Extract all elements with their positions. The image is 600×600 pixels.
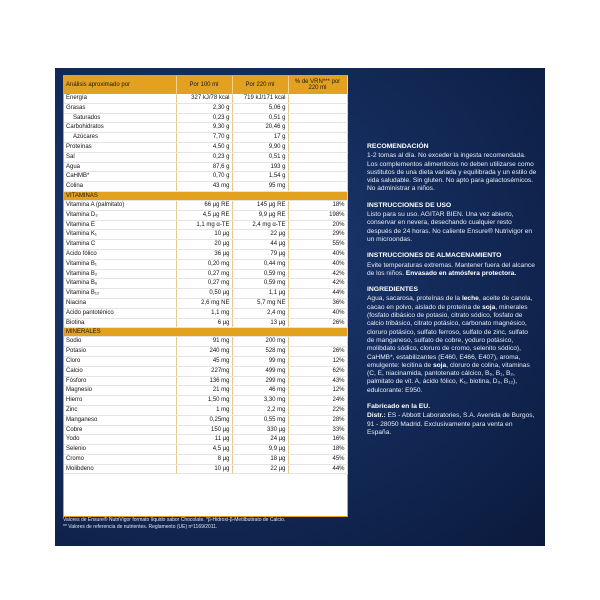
nutrient-name: Cobre <box>64 425 176 435</box>
vrn-percent: 12% <box>288 356 347 366</box>
nutrient-name: Vitamina B₆ <box>64 279 176 289</box>
nutrient-name: Saturados <box>64 113 176 123</box>
vrn-percent: 12% <box>288 386 347 396</box>
value-per-220ml: 9,90 g <box>232 142 288 152</box>
table-row <box>64 396 347 406</box>
table-row <box>64 230 347 240</box>
nutrition-table-grid <box>64 76 348 474</box>
table-row <box>64 210 347 220</box>
value-per-220ml: 46 mg <box>232 386 288 396</box>
nutrient-name: Hierro <box>64 396 176 406</box>
vrn-percent: 22% <box>288 405 347 415</box>
vrn-percent: 26% <box>288 318 347 328</box>
footnotes <box>63 517 363 531</box>
table-row <box>64 200 347 210</box>
nutrient-name: Sal <box>64 152 176 162</box>
vrn-percent <box>288 123 347 133</box>
vrn-percent: 62% <box>288 366 347 376</box>
value-per-220ml: 9,9 µg RE <box>232 210 288 220</box>
ing-part-4: , cloruro de colina, vitaminas (C, E, niacinamida, pantotenato cálcico, B₆, B₁, B₂, palmitato de vit. A, ácido fólico, K₁, biotina, D₃, B₁₂), edulcorante: E950. <box>367 361 530 394</box>
footnote-1: Valores de Ensure® NutriVigor formato líquido sabor Chocolate. *β-Hidroxi-β-Metilbutirato de Calcio. <box>63 517 286 523</box>
nutrient-name: Calcio <box>64 366 176 376</box>
vrn-percent: 28% <box>288 415 347 425</box>
vrn-percent: 45% <box>288 454 347 464</box>
table-row <box>64 298 347 308</box>
nutrient-name: Proteínas <box>64 142 176 152</box>
value-per-220ml: 330 µg <box>232 425 288 435</box>
value-per-100ml: 45 mg <box>176 356 232 366</box>
value-per-100ml: 327 kJ/78 kcal <box>176 94 232 103</box>
table-row <box>64 220 347 230</box>
almacenamiento-title: INSTRUCCIONES DE ALMACENAMIENTO <box>367 252 502 260</box>
table-row <box>64 415 347 425</box>
value-per-100ml: 227mg <box>176 366 232 376</box>
nutrient-name: Cromo <box>64 454 176 464</box>
distribuidor-text <box>367 412 537 437</box>
vrn-percent <box>288 94 347 103</box>
value-per-220ml: 99 mg <box>232 356 288 366</box>
nutrient-name: Vitamina C <box>64 240 176 250</box>
section-label: VITAMINAS <box>64 191 347 200</box>
nutrient-name: Colina <box>64 182 176 192</box>
value-per-100ml: 0,25mg <box>176 415 232 425</box>
value-per-220ml: 200 mg <box>232 337 288 347</box>
table-row <box>64 269 347 279</box>
almacenamiento-text <box>367 262 537 279</box>
value-per-220ml: 17 g <box>232 133 288 143</box>
vrn-percent: 24% <box>288 396 347 406</box>
nutrient-name: Vitamina E <box>64 220 176 230</box>
ing-part-2: , aceite de canola, cacao en polvo, aislado de proteína de <box>367 295 533 311</box>
value-per-100ml: 8 µg <box>176 454 232 464</box>
value-per-220ml: 719 kJ/171 kcal <box>232 94 288 103</box>
table-row <box>64 240 347 250</box>
value-per-220ml: 193 g <box>232 162 288 172</box>
nutrient-name: Agua <box>64 162 176 172</box>
value-per-220ml: 299 mg <box>232 376 288 386</box>
header-per-100ml: Por 100 ml <box>176 76 232 94</box>
product-info <box>367 143 537 437</box>
table-row <box>64 133 347 143</box>
vrn-percent: 40% <box>288 259 347 269</box>
table-row <box>64 103 347 113</box>
value-per-100ml: 136 mg <box>176 376 232 386</box>
ingredientes-text <box>367 295 537 395</box>
value-per-220ml: 2,4 mg α-TE <box>232 220 288 230</box>
vrn-percent <box>288 337 347 347</box>
table-row <box>64 464 347 474</box>
table-section-row <box>64 328 347 337</box>
value-per-100ml: 43 mg <box>176 182 232 192</box>
nutrient-name: Vitamina B₂ <box>64 269 176 279</box>
table-row <box>64 279 347 289</box>
value-per-220ml: 9,9 µg <box>232 445 288 455</box>
value-per-100ml: 1 mg <box>176 405 232 415</box>
value-per-220ml: 2,2 mg <box>232 405 288 415</box>
vrn-percent <box>288 142 347 152</box>
vrn-percent: 198% <box>288 210 347 220</box>
nutrient-name: Azúcares <box>64 133 176 143</box>
vrn-percent: 18% <box>288 200 347 210</box>
value-per-100ml: 0,50 µg <box>176 289 232 299</box>
value-per-220ml: 528 mg <box>232 347 288 357</box>
table-row <box>64 366 347 376</box>
nutrient-name: Grasas <box>64 103 176 113</box>
value-per-100ml: 11 µg <box>176 435 232 445</box>
value-per-100ml: 10 µg <box>176 230 232 240</box>
vrn-percent <box>288 103 347 113</box>
value-per-100ml: 0,23 g <box>176 113 232 123</box>
value-per-220ml: 0,59 mg <box>232 279 288 289</box>
nutrient-name: Carbohidratos <box>64 123 176 133</box>
value-per-220ml: 1,1 µg <box>232 289 288 299</box>
nutrient-name: Vitamina B₁ <box>64 259 176 269</box>
recomendacion-text: 1-2 tomas al día. No exceder la ingesta recomendada. Los complementos alimenticios no deben utilizarse como sustitutos de una dieta variada y equilibrada y un estilo de vida saludable. Sin gluten. No apto para galactosémicos. No administrar a niños. <box>367 152 537 193</box>
value-per-100ml: 6 µg <box>176 318 232 328</box>
value-per-220ml: 22 µg <box>232 464 288 474</box>
value-per-100ml: 10 µg <box>176 464 232 474</box>
ing-part-3: , minerales (fosfato dibásico de potasio, citrato sódico, fosfato de calcio tribásico, citrato potásico, carbonato magnésico, cloruro potásico, sulfato ferroso, sulfato de zinc, sulfato de manganeso, sulfato de cobre, yoduro potásico, molibdato sódico, cloruro de cromo, selenito sódico), CaHMB*, estabilizantes (E460, E466, E407), aroma, emulgente: lecitina de <box>367 303 528 369</box>
table-row <box>64 308 347 318</box>
value-per-220ml: 5,7 mg NE <box>232 298 288 308</box>
value-per-100ml: 0,23 g <box>176 152 232 162</box>
uso-text: Listo para su uso. AGITAR BIEN. Una vez abierto, conservar en nevera, desechando cualquier resto después de 24 horas. No caliente Ensure® Nutrivigor en un microondas. <box>367 211 533 243</box>
table-section-row <box>64 191 347 200</box>
table-row <box>64 113 347 123</box>
nutrient-name: Vitamina B₁₂ <box>64 289 176 299</box>
table-row <box>64 249 347 259</box>
ing-allergen-1: leche <box>461 295 479 303</box>
vrn-percent <box>288 162 347 172</box>
header-vrn: % de VRN*** por 220 ml <box>288 76 347 94</box>
vrn-percent: 40% <box>288 308 347 318</box>
vrn-percent: 42% <box>288 269 347 279</box>
table-row <box>64 318 347 328</box>
value-per-220ml: 20,46 g <box>232 123 288 133</box>
vrn-percent <box>288 113 347 123</box>
value-per-100ml: 0,27 mg <box>176 279 232 289</box>
vrn-percent: 55% <box>288 240 347 250</box>
value-per-220ml: 0,51 g <box>232 113 288 123</box>
value-per-220ml: 2,4 mg <box>232 308 288 318</box>
value-per-220ml: 0,44 mg <box>232 259 288 269</box>
table-row <box>64 259 347 269</box>
header-analysis: Análisis aproximado por <box>64 76 176 94</box>
table-row <box>64 142 347 152</box>
recomendacion-title: RECOMENDACIÓN <box>367 143 429 150</box>
nutrient-name: Ácido pantoténico <box>64 308 176 318</box>
value-per-100ml: 9,30 g <box>176 123 232 133</box>
ing-part-1: Agua, sacarosa, proteínas de la <box>367 295 462 303</box>
nutrient-name: Sodio <box>64 337 176 347</box>
vrn-percent: 26% <box>288 347 347 357</box>
vrn-percent: 18% <box>288 445 347 455</box>
nutrient-name: Vitamina A (palmitato) <box>64 200 176 210</box>
table-row <box>64 347 347 357</box>
nutrient-name: Biotina <box>64 318 176 328</box>
vrn-percent: 42% <box>288 279 347 289</box>
vrn-percent <box>288 172 347 182</box>
vrn-percent: 44% <box>288 289 347 299</box>
nutrient-name: CaHMB* <box>64 172 176 182</box>
nutrient-name: Magnesio <box>64 386 176 396</box>
fabricado-title: Fabricado en la EU. <box>367 403 431 411</box>
table-row <box>64 94 347 103</box>
ing-allergen-2: soja <box>482 303 496 311</box>
value-per-100ml: 20 µg <box>176 240 232 250</box>
table-row <box>64 152 347 162</box>
vrn-percent: 33% <box>288 425 347 435</box>
nutrient-name: Energía <box>64 94 176 103</box>
value-per-220ml: 3,30 mg <box>232 396 288 406</box>
value-per-100ml: 240 mg <box>176 347 232 357</box>
table-row <box>64 162 347 172</box>
value-per-100ml: 21 mg <box>176 386 232 396</box>
table-row <box>64 386 347 396</box>
value-per-100ml: 4,5 µg RE <box>176 210 232 220</box>
nutrition-table <box>63 75 348 517</box>
value-per-220ml: 5,06 g <box>232 103 288 113</box>
value-per-100ml: 1,1 mg <box>176 308 232 318</box>
nutrient-name: Selenio <box>64 445 176 455</box>
table-row <box>64 182 347 192</box>
value-per-220ml: 95 mg <box>232 182 288 192</box>
nutrient-name: Yodo <box>64 435 176 445</box>
vrn-percent <box>288 133 347 143</box>
nutrient-name: Fósforo <box>64 376 176 386</box>
nutrient-name: Vitamina K₁ <box>64 230 176 240</box>
nutrient-name: Ácido fólico <box>64 249 176 259</box>
ing-allergen-3: soja <box>432 361 447 369</box>
distr-label: Distr.: <box>367 412 386 420</box>
vrn-percent: 36% <box>288 298 347 308</box>
value-per-220ml: 145 µg RE <box>232 200 288 210</box>
product-panel <box>55 68 545 546</box>
value-per-220ml: 22 µg <box>232 230 288 240</box>
value-per-100ml: 2,6 mg NE <box>176 298 232 308</box>
vrn-percent: 43% <box>288 376 347 386</box>
table-row <box>64 289 347 299</box>
table-header-row <box>64 76 347 94</box>
table-row <box>64 356 347 366</box>
table-row <box>64 425 347 435</box>
value-per-100ml: 66 µg RE <box>176 200 232 210</box>
table-row <box>64 435 347 445</box>
section-label: MINERALES <box>64 328 347 337</box>
value-per-220ml: 44 µg <box>232 240 288 250</box>
value-per-100ml: 1,50 mg <box>176 396 232 406</box>
table-row <box>64 172 347 182</box>
value-per-100ml: 150 µg <box>176 425 232 435</box>
vrn-percent: 29% <box>288 230 347 240</box>
vrn-percent <box>288 182 347 192</box>
vrn-percent: 16% <box>288 435 347 445</box>
table-row <box>64 376 347 386</box>
vrn-percent <box>288 152 347 162</box>
value-per-220ml: 499 mg <box>232 366 288 376</box>
uso-title: INSTRUCCIONES DE USO <box>367 201 452 209</box>
value-per-100ml: 0,20 mg <box>176 259 232 269</box>
almacenamiento-body: Evite temperaturas extremas. Mantener fuera del alcance de los niños. <box>367 261 535 277</box>
nutrient-name: Molibdeno <box>64 464 176 474</box>
vrn-percent: 40% <box>288 249 347 259</box>
nutrient-name: Cloro <box>64 356 176 366</box>
table-row <box>64 405 347 415</box>
distr-body: ES - Abbott Laboratories, S.A. Avenida de Burgos, 91 - 28050 Madrid. Exclusivamente para venta en España. <box>367 412 535 436</box>
nutrient-name: Zinc <box>64 405 176 415</box>
value-per-100ml: 7,70 g <box>176 133 232 143</box>
value-per-100ml: 0,27 mg <box>176 269 232 279</box>
value-per-220ml: 1,54 g <box>232 172 288 182</box>
vrn-percent: 20% <box>288 220 347 230</box>
table-row <box>64 337 347 347</box>
value-per-220ml: 13 µg <box>232 318 288 328</box>
nutrient-name: Manganeso <box>64 415 176 425</box>
value-per-100ml: 4,50 g <box>176 142 232 152</box>
value-per-100ml: 2,30 g <box>176 103 232 113</box>
table-row <box>64 445 347 455</box>
value-per-100ml: 36 µg <box>176 249 232 259</box>
value-per-100ml: 91 mg <box>176 337 232 347</box>
table-row <box>64 454 347 464</box>
table-row <box>64 123 347 133</box>
value-per-100ml: 87,6 g <box>176 162 232 172</box>
nutrient-name: Niacina <box>64 298 176 308</box>
value-per-100ml: 4,5 µg <box>176 445 232 455</box>
value-per-100ml: 0,70 g <box>176 172 232 182</box>
value-per-220ml: 24 µg <box>232 435 288 445</box>
ingredientes-title: INGREDIENTES <box>367 286 418 294</box>
value-per-220ml: 0,59 mg <box>232 269 288 279</box>
value-per-100ml: 1,1 mg α-TE <box>176 220 232 230</box>
nutrient-name: Vitamina D₃ <box>64 210 176 220</box>
header-per-220ml: Por 220 ml <box>232 76 288 94</box>
value-per-220ml: 79 µg <box>232 249 288 259</box>
vrn-percent: 44% <box>288 464 347 474</box>
almacenamiento-bold: Envasado en atmósfera protectora. <box>405 269 517 277</box>
value-per-220ml: 18 µg <box>232 454 288 464</box>
value-per-220ml: 0,55 mg <box>232 415 288 425</box>
footnote-2: ** Valores de referencia de nutrientes. Reglamento (UE) nº1169/2011. <box>63 524 218 530</box>
nutrient-name: Potasio <box>64 347 176 357</box>
value-per-220ml: 0,51 g <box>232 152 288 162</box>
